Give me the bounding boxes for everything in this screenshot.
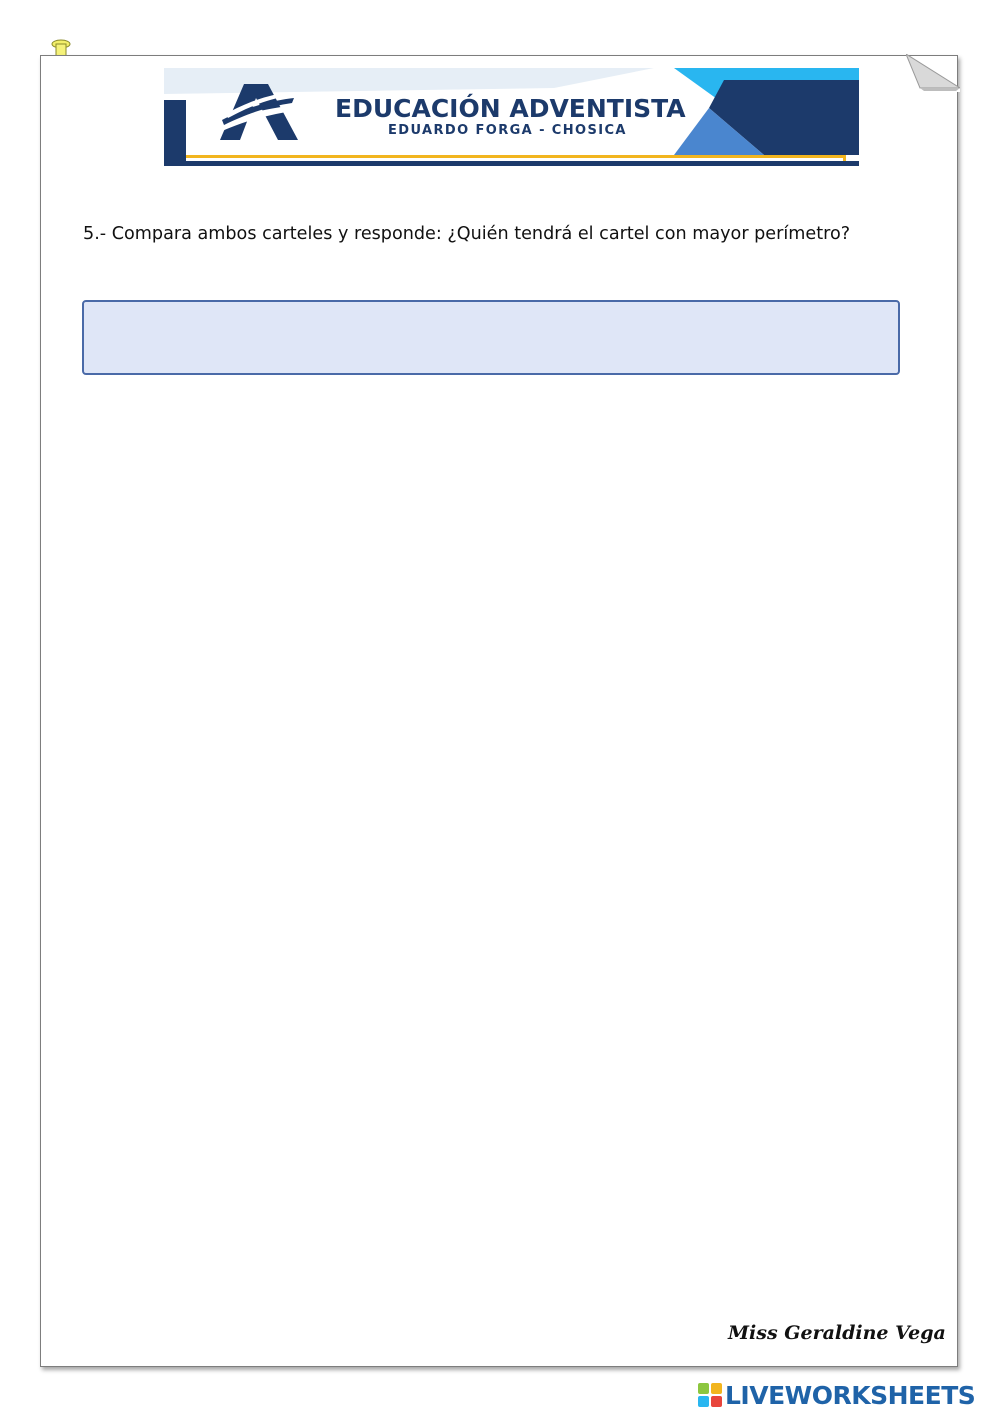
banner-title: EDUCACIÓN ADVENTISTA (335, 94, 686, 123)
teacher-signature: Miss Geraldine Vega (728, 1322, 946, 1344)
question-text: 5.- Compara ambos carteles y responde: ¿Quién tendrá el cartel con mayor perímetro? (83, 224, 851, 244)
banner-subtitle: EDUARDO FORGA - CHOSICA (388, 123, 627, 138)
liveworksheets-brand: LIVEWORKSHEETS (725, 1380, 976, 1410)
worksheet-page (40, 55, 958, 1367)
page-curl-icon (906, 54, 960, 92)
liveworksheets-logo-icon (698, 1383, 722, 1407)
liveworksheets-logo[interactable] (698, 1380, 975, 1410)
answer-input[interactable] (82, 300, 900, 375)
